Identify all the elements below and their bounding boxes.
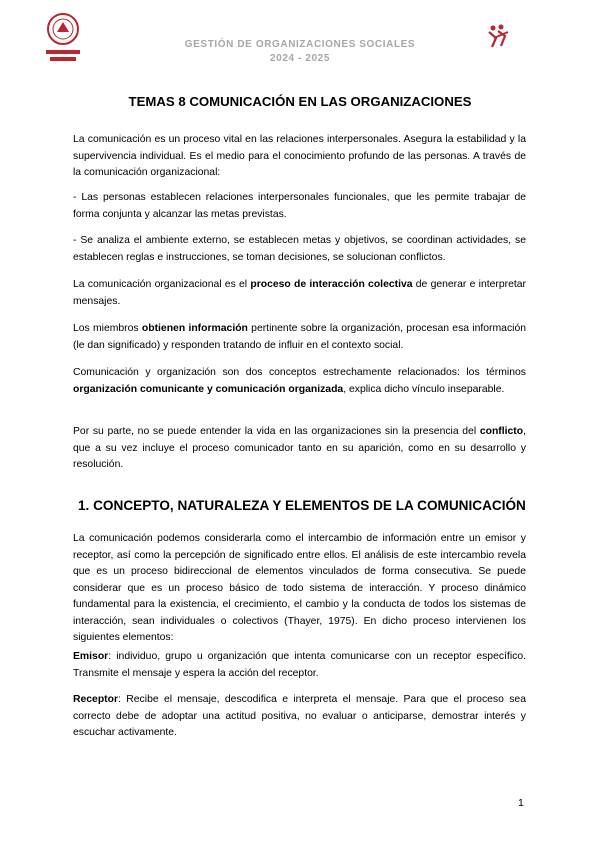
bold-term: obtienen información [141, 323, 248, 334]
paragraph-emisor [73, 649, 526, 682]
text-segment: de generar e interpretar mensajes. [73, 279, 526, 307]
text-segment: Los miembros [73, 323, 142, 334]
paragraph-intro: La comunicación es un proceso vital en las relaciones interpersonales. Asegura la estabilidad y la supervivencia individual. Es el medio para el conocimiento profundo de las personas. A través de la comunicación organizacional: [73, 134, 526, 178]
paragraph-conflict [73, 424, 526, 474]
paragraph-bullet-2: - Se analiza el ambiente externo, se establecen metas y objetivos, se coordinan actividades, se establecen reglas e instrucciones, se toman decisiones, se solucionan conflictos. [73, 235, 526, 263]
section-heading: 1. CONCEPTO, NATURALEZA Y ELEMENTOS DE LA COMUNICACIÓN [78, 498, 526, 513]
paragraph-receptor [73, 692, 526, 742]
bold-term: Emisor [73, 651, 109, 662]
page-number: 1 [518, 797, 524, 809]
header-course-title: GESTIÓN DE ORGANIZACIONES SOCIALES [184, 39, 416, 50]
paragraph-definition [73, 277, 526, 310]
text-segment: : Recibe el mensaje, descodifica e interpreta el mensaje. Para que el proceso sea correcto debe de adoptar una actitud positiva, no evaluar o anticiparse, demostrar interés y escuchar activamente. [73, 694, 526, 738]
bold-term: organización comunicante y comunicación organizada [73, 383, 344, 395]
paragraph-concept: La comunicación podemos considerarla como el intercambio de información entre un emisor y receptor, así como la percepción de significado entre ellos. El análisis de este intercambio revela que es un proceso bidireccional de elementos vinculados de forma consecutiva. Se puede considerar que es un proceso básico de todo sistema de interacción. Y proceso dinámico fundamental para la existencia, el crecimiento, el cambio y la conducta de todos los sistemas de interacción, sean individuales o colectivos (Thayer, 1975). En dicho proceso intervienen los siguientes elementos: [73, 533, 526, 643]
text-segment: pertinente sobre la organización, procesan esa información (le dan significado) y responden tratando de influir en el contexto social. [73, 323, 527, 351]
paragraph-members [73, 321, 526, 354]
text-segment: Comunicación y organización son dos conceptos estrechamente relacionados: los términos [73, 367, 526, 378]
paragraph-concepts [73, 365, 526, 398]
text-segment: : individuo, grupo u organización que intenta comunicarse con un receptor específico. Transmite el mensaje y espera la acción del receptor. [73, 651, 526, 679]
paragraph-bullet-1: - Las personas establecen relaciones interpersonales funcionales, que les permite trabajar de forma conjunta y alcanzar las metas previstas. [73, 192, 526, 220]
text-segment: , explica dicho vínculo inseparable. [343, 383, 505, 395]
header-text [0, 38, 600, 66]
bold-term: proceso de interacción colectiva [250, 279, 413, 290]
text-segment: , que a su vez incluye el proceso comunicador tanto en su aparición, como en su desarrollo y resolución. [73, 426, 526, 470]
bold-term: conflicto [479, 426, 524, 437]
text-segment: La comunicación organizacional es el [73, 279, 251, 290]
text-segment: Por su parte, no se puede entender la vida en las organizaciones sin la presencia del [73, 426, 480, 437]
header-academic-year: 2024 - 2025 [270, 53, 330, 64]
bold-term: Receptor [73, 694, 119, 705]
document-title: TEMAS 8 COMUNICACIÓN EN LAS ORGANIZACIONES [128, 94, 472, 109]
